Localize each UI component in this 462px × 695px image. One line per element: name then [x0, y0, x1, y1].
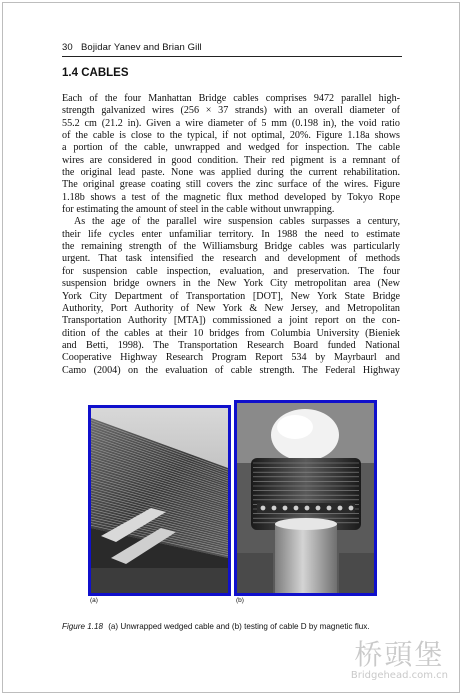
watermark: [351, 640, 448, 682]
figure-caption: [62, 622, 370, 631]
unwrapped-cable-photo: [91, 408, 228, 593]
flange-bolt: [261, 506, 266, 511]
body-text-line: York City Department of Transportation [DOT], New York State Bridge: [62, 290, 400, 302]
flange-bolt: [305, 506, 310, 511]
header-rule: [62, 56, 402, 57]
body-text-line: Authority, Port Authority of New York & New Jersey, and Metropolitan: [62, 302, 400, 314]
section-title: CABLES: [81, 67, 129, 79]
body-text-line: Cooperative Highway Research Program Report 534 by Mayrbaurl and: [62, 352, 400, 364]
body-text-line: dition of the cables at their 10 bridges from Columbia University (Bieniek: [62, 327, 400, 339]
magnetic-flux-test-photo: [237, 403, 374, 593]
body-text-line: urgent. That task intensified the research and development of methods: [62, 253, 400, 265]
watermark-url: Bridgehead.com.cn: [350, 670, 448, 681]
body-text-line: Each of the four Manhattan Bridge cables comprises 9472 parallel high-: [62, 93, 400, 104]
flange-bolt: [349, 506, 354, 511]
body-text-line: strength galvanized wires (256 × 37 strands) with an overall diameter of: [62, 105, 400, 117]
flange-bolt: [294, 506, 299, 511]
flange-bolt: [272, 506, 277, 511]
page-number: 30: [62, 42, 73, 53]
body-text-line: their life cycles enter unfamiliar territory. In 1988 the need to estimate: [62, 228, 400, 240]
flange-bolt: [338, 506, 343, 511]
section-heading: [62, 67, 128, 79]
figure-caption-text: (a) Unwrapped wedged cable and (b) testing of cable D by magnetic flux.: [108, 622, 370, 631]
flange-bolt: [316, 506, 321, 511]
body-text-line: a portion of the cable, unwrapped and wedged for inspection. The cable: [62, 142, 400, 154]
body-text-line: for suspension cable inspection, evaluation, and preservation. The four: [62, 265, 400, 277]
body-text-line: for estimating the amount of steel in the cable without unwrapping.: [62, 204, 335, 216]
body-text: [62, 93, 400, 377]
body-text-line: Camo (2004) on the evaluation of cable strength. The Federal Highway: [62, 364, 400, 376]
figure-photo-a: [88, 405, 231, 596]
body-text-line: of the cable is close to the typical, if not optimal, 20%. Figure 1.18a shows: [62, 130, 400, 142]
watermark-logo-text: 桥頭堡: [354, 638, 445, 671]
section-number: 1.4: [62, 67, 78, 79]
flange-bolt: [283, 506, 288, 511]
figure-photo-b: [234, 400, 377, 596]
body-text-line: 55.2 cm (21.2 in). Given a wire diameter of 5 mm (0.198 in), the void ratio: [62, 117, 400, 129]
panel-label-a: (a): [90, 597, 98, 604]
body-text-line: wires are considered in good condition. Their red pigment is a remnant of: [62, 154, 400, 166]
header-authors: Bojidar Yanev and Brian Gill: [81, 42, 202, 53]
body-text-line: Transportation Authority [MTA]) commissioned a joint report on the con-: [62, 315, 400, 327]
body-text-line: and Betti, 1998). The Transportation Research Board funded National: [62, 339, 400, 351]
panel-label-b: (b): [236, 597, 244, 604]
body-text-line: the remaining strength of the Williamsburg Bridge cables was particularly: [62, 241, 400, 253]
body-text-line: the original lead paste. None was applied during the current rehabilitation.: [62, 167, 400, 179]
running-header: [62, 42, 202, 53]
body-text-line: 1.18b shows a test of the magnetic flux method developed by Tokyo Rope: [62, 191, 400, 203]
figure-caption-label: Figure 1.18: [62, 622, 103, 631]
body-text-line: As the age of the parallel wire suspension cables surpasses a century,: [74, 216, 400, 228]
body-text-line: suspension bridge owners in the New York City metropolitan area (New: [62, 278, 400, 290]
body-text-line: The original grease coating still covers the zinc surface of the wires. Figure: [62, 179, 400, 191]
flange-bolt: [327, 506, 332, 511]
